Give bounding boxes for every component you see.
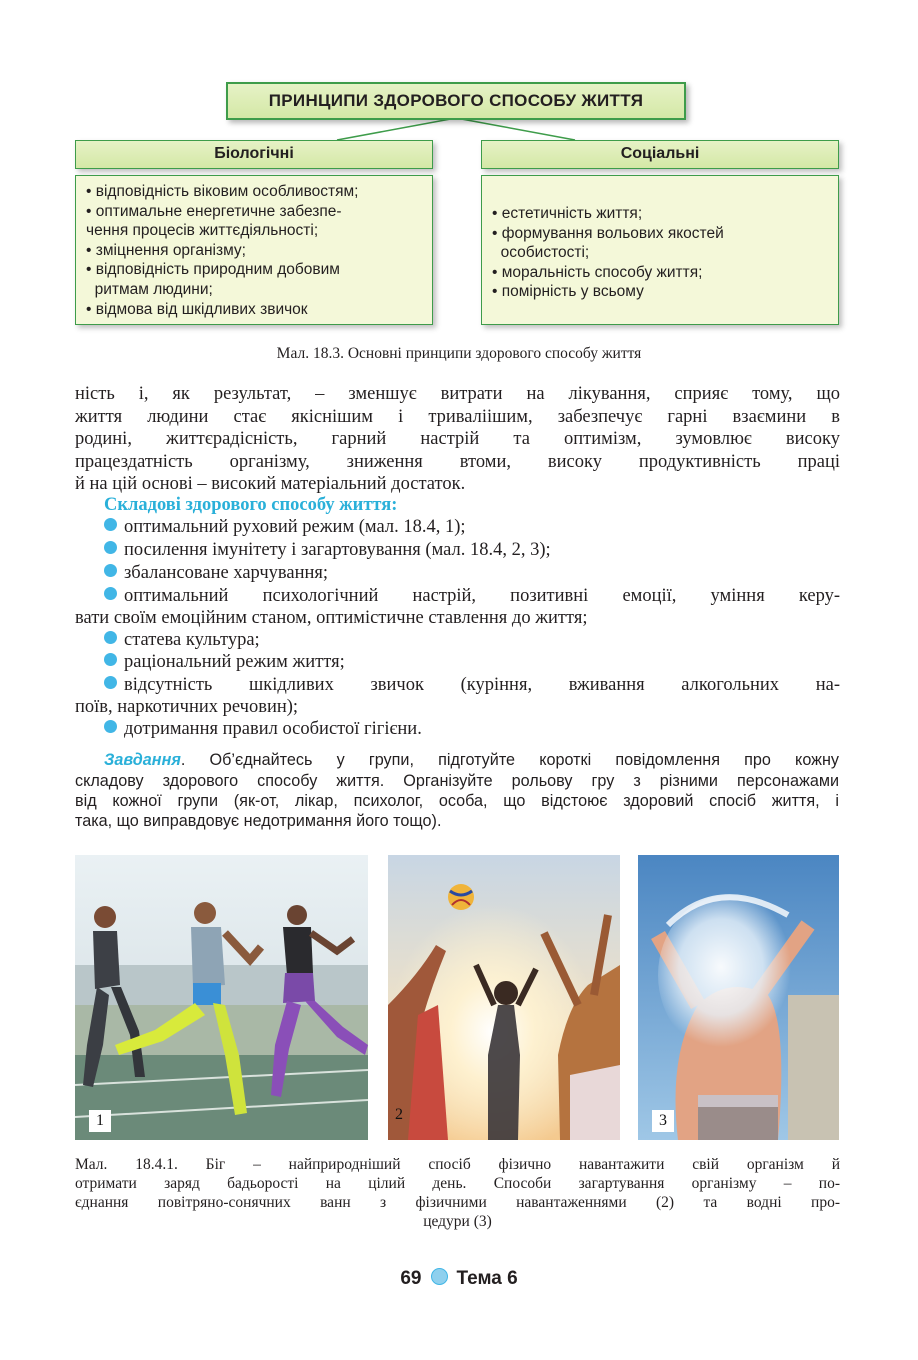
photo-runners [75,855,368,1140]
component-item-continued: вати своїм емоційним станом, оптимістичне ставлення до життя; [75,608,588,628]
bullet-icon [104,564,117,577]
photo-number: 2 [395,1106,403,1123]
body-paragraph [75,383,840,496]
social-item: • естетичність життя; [492,205,643,222]
component-item: оптимальний психологічний настрій, позитивні емоції, уміння керу- [104,586,840,607]
figure-caption-line: Мал. 18.4.1. Біг – найприродніший спосіб фізично навантажити свій організм й [75,1156,840,1173]
figure-caption-line: цедури (3) [423,1213,492,1230]
task-line: така, що виправдовує недотримання його тощо). [75,812,442,830]
diagram-caption: Мал. 18.3. Основні принципи здорового способу життя [276,345,642,362]
task-line: від кожної групи (як-от, лікар, психолог, особа, що відстоює здоровий спосіб життя, і [75,792,839,810]
biological-item: • відповідність віковим особливостям; [86,183,359,200]
biological-item: • оптимальне енергетичне забезпе- [86,202,342,220]
page-footer [0,1268,918,1290]
bullet-icon [104,587,117,600]
bullet-icon [104,541,117,554]
bullet-icon [104,518,117,531]
biological-item: • відмова від шкідливих звичок [86,300,308,318]
paragraph-line: працездатність організму, зниження втоми, високу продуктивність праці [75,451,840,472]
diagram-title: ПРИНЦИПИ ЗДОРОВОГО СПОСОБУ ЖИТТЯ [226,82,686,120]
biological-item: • зміцнення організму; [86,241,246,259]
task-line: складову здорового способу життя. Організуйте рольову гру з різними персонажами [75,772,839,790]
bullet-icon [104,653,117,666]
component-item: статева культура; [104,630,260,651]
social-list [481,175,839,325]
photo-number: 3 [652,1110,674,1132]
paragraph-line: родині, життєрадісність, гарний настрій та оптимізм, зумовлює високу [75,429,840,449]
volleyball-image [388,855,620,1140]
social-heading: Соціальні [481,140,839,169]
social-item: • моральність способу життя; [492,263,703,281]
biological-heading: Біологічні [75,140,433,169]
component-item: оптимальний руховий режим (мал. 18.4, 1); [104,517,466,538]
social-item: • формування вольових якостей [492,224,724,242]
bullet-icon [104,720,117,733]
components-heading: Складові здорового способу життя: [104,495,398,515]
paragraph-line: й на цій основі – високий матеріальний достаток. [75,474,466,494]
photo-number: 1 [89,1110,111,1132]
bullet-icon [104,676,117,689]
paragraph-line: ність і, як результат, – зменшує витрати на лікування, сприяє тому, що [75,384,840,404]
component-item: збалансоване харчування; [104,563,328,584]
component-item-continued: поїв, наркотичних речовин); [75,697,299,717]
component-item: дотримання правил особистої гігієни. [104,719,422,740]
figure-caption-line: отримати заряд бадьорості на цілий день. Способи загартування організму – по- [75,1175,840,1192]
figure-caption-line: єднання повітряно-сонячних ванн з фізичними навантаженнями (2) та водні про- [75,1194,840,1211]
bullet-icon [104,631,117,644]
paragraph-line: життя людини стає якіснішим і триваліішим, забезпечує гарні взаємини в [75,406,840,427]
page-number: 69 [400,1268,422,1289]
component-item: раціональний режим життя; [104,652,345,673]
photo-water-splash [638,855,839,1140]
task-line: Завдання. Об’єднайтесь у групи, підготуйте короткі повідомлення про кожну [104,751,839,769]
biological-item: ритмам людини; [86,280,213,298]
task-title: Завдання [104,751,181,769]
photo-volleyball [388,855,620,1140]
biological-item: чення процесів життєдіяльності; [86,222,319,240]
runners-image [75,855,368,1140]
figure-caption [75,1155,840,1231]
component-item: посилення імунітету і загартовування (мал. 18.4, 2, 3); [104,540,551,561]
social-item: особистості; [492,244,590,262]
water-splash-image [638,855,839,1140]
biological-item: • відповідність природним добовим [86,261,340,279]
footer-dot-icon [431,1268,448,1285]
component-item: відсутність шкідливих звичок (куріння, вживання алкогольних на- [104,675,840,696]
biological-list [75,175,433,325]
social-item: • помірність у всьому [492,283,644,301]
topic-label: Тема 6 [456,1268,518,1289]
